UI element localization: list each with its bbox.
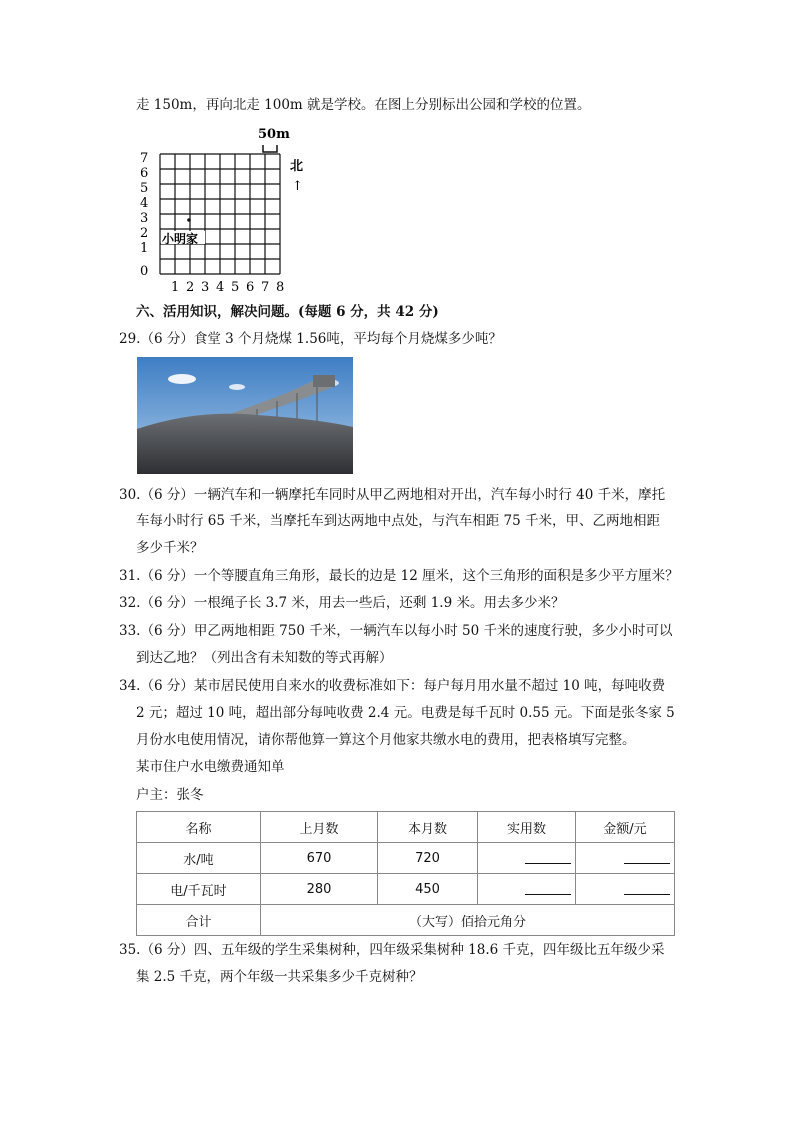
question-30-line-2: 车每小时行 65 千米，当摩托车到达两地中点处，与汽车相距 75 千米，甲、乙两地相距: [136, 513, 661, 529]
grid-lines: [160, 154, 280, 274]
section-title: 六、活用知识，解决问题。(每题 6 分，共 42 分): [136, 304, 439, 320]
current-reading: 720: [378, 843, 478, 874]
y-axis-ticks: [140, 151, 148, 279]
grid-svg: [130, 124, 310, 299]
x-tick: 7: [261, 280, 270, 295]
y-tick: 5: [140, 181, 149, 196]
y-tick: 7: [140, 151, 149, 166]
header-amount: 金额/元: [576, 812, 675, 843]
owner-line: 户主：张冬: [136, 787, 204, 803]
north-label: 北: [290, 159, 304, 174]
x-tick: 5: [231, 280, 240, 295]
total-label: 合计: [137, 905, 261, 936]
problem-28-continuation: 走 150m，再向北走 100m 就是学校。在图上分别标出公园和学校的位置。: [136, 97, 591, 113]
question-31: 31.（6 分）一个等腰直角三角形，最长的边是 12 厘米，这个三角形的面积是多少平方厘米？: [119, 568, 679, 584]
question-34-line-2: 2 元；超过 10 吨，超出部分每吨收费 2.4 元。电费是每千瓦时 0.55 元。下面是张冬家 5: [136, 705, 675, 721]
y-tick: 0: [140, 264, 149, 279]
current-reading: 450: [378, 874, 478, 905]
table-header-row: [137, 812, 675, 843]
amount-blank[interactable]: [576, 874, 675, 905]
home-point: [187, 218, 191, 222]
x-tick: 4: [216, 280, 225, 295]
y-tick: 2: [140, 226, 149, 241]
question-32: 32.（6 分）一根绳子长 3.7 米，用去一些后，还剩 1.9 米。用去多少米？: [119, 595, 565, 611]
question-30-line-1: 30.（6 分）一辆汽车和一辆摩托车同时从甲乙两地相对开出，汽车每小时行 40 千米，摩托: [119, 487, 666, 503]
scale-bracket: [263, 145, 277, 152]
header-name: 名称: [137, 812, 261, 843]
home-label: 小明家: [162, 232, 199, 246]
question-35-line-2: 集 2.5 千克，两个年级一共采集多少千克树种？: [136, 969, 423, 985]
previous-reading: 280: [261, 874, 378, 905]
coal-pile-illustration: [137, 357, 353, 474]
question-33-line-1: 33.（6 分）甲乙两地相距 750 千米，一辆汽车以每小时 50 千米的速度行驶，多少小时可以: [119, 623, 673, 639]
table-row-water: [137, 843, 675, 874]
question-29: 29.（6 分）食堂 3 个月烧煤 1.56吨，平均每个月烧煤多少吨？: [119, 331, 502, 347]
total-amount-in-words[interactable]: （大写）佰拾元角分: [261, 905, 675, 936]
x-tick: 1: [171, 280, 180, 295]
answer-line: [525, 880, 571, 895]
x-tick: 2: [186, 280, 195, 295]
notice-title: 某市住户水电缴费通知单: [136, 759, 285, 775]
y-tick: 6: [140, 166, 149, 181]
header-current: 本月数: [378, 812, 478, 843]
actual-usage-blank[interactable]: [478, 874, 576, 905]
row-label: 电/千瓦时: [137, 874, 261, 905]
answer-line: [624, 849, 670, 864]
question-34-line-1: 34.（6 分）某市居民使用自来水的收费标准如下：每户每月用水量不超过 10 吨，每吨收费: [119, 678, 666, 694]
coordinate-grid-map: [130, 124, 310, 299]
y-tick: 4: [140, 196, 149, 211]
x-axis-ticks: [171, 280, 284, 295]
answer-line: [624, 880, 670, 895]
question-30-line-3: 多少千米？: [136, 540, 204, 556]
x-tick: 3: [201, 280, 210, 295]
coal-pile-photo: [137, 357, 353, 474]
table-row-electricity: [137, 874, 675, 905]
x-tick: 8: [276, 280, 285, 295]
question-33-line-2: 到达乙地？（列出含有未知数的等式再解）: [136, 650, 393, 666]
header-actual: 实用数: [478, 812, 576, 843]
actual-usage-blank[interactable]: [478, 843, 576, 874]
x-tick: 6: [246, 280, 255, 295]
y-tick: 3: [140, 211, 149, 226]
table-total-row: [137, 905, 675, 936]
water-electricity-fee-table: [136, 811, 675, 936]
north-arrow-icon: ↑: [292, 179, 303, 194]
header-previous: 上月数: [261, 812, 378, 843]
scale-label: 50m: [258, 127, 290, 142]
answer-line: [525, 849, 571, 864]
row-label: 水/吨: [137, 843, 261, 874]
amount-blank[interactable]: [576, 843, 675, 874]
question-35-line-1: 35.（6 分）四、五年级的学生采集树种，四年级采集树种 18.6 千克，四年级比五年级少采: [119, 942, 665, 958]
y-tick: 1: [140, 241, 149, 256]
question-34-line-3: 月份水电使用情况，请你帮他算一算这个月他家共缴水电的费用，把表格填写完整。: [136, 732, 636, 748]
previous-reading: 670: [261, 843, 378, 874]
